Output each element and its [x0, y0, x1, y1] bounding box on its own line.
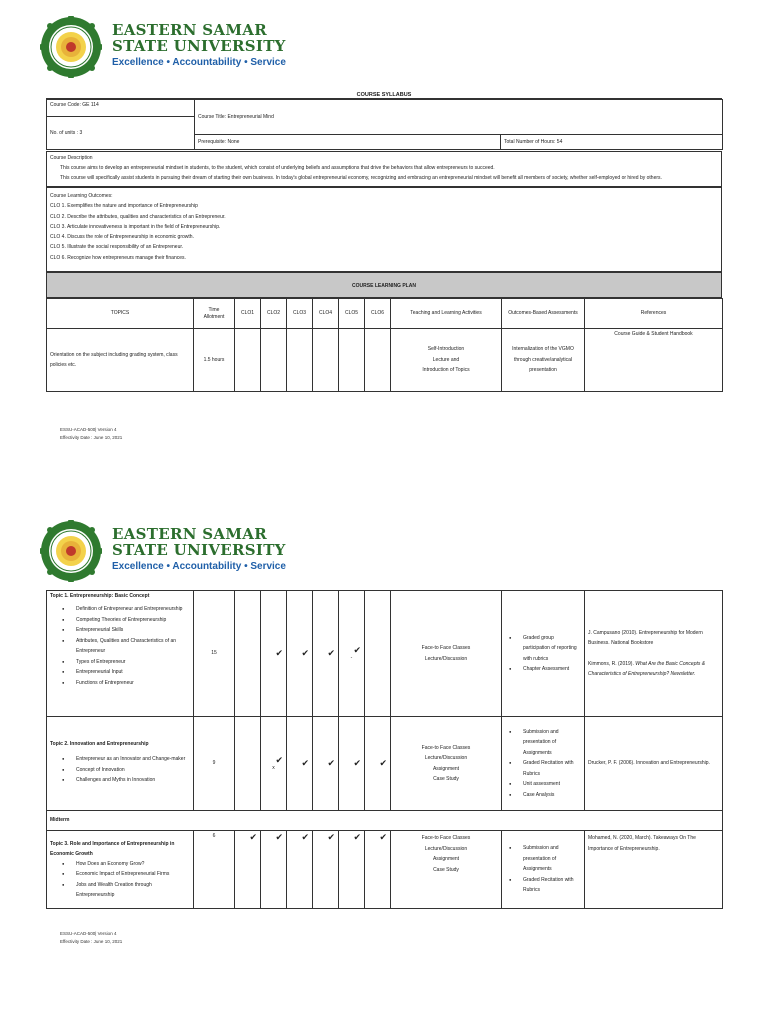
topic2-tla: [391, 717, 502, 811]
clo-label: Course Learning Outcomes:: [50, 193, 113, 199]
check-icon: ✔: [301, 832, 309, 842]
check-icon: ✔: [327, 648, 335, 658]
footer-effectivity: Effectivity Date : June 10, 2021: [60, 435, 123, 440]
course-info-table: [46, 99, 723, 150]
list-item: ● Entrepreneur as an Innovator and Change-maker: [76, 754, 190, 765]
col-clo4: CLO4: [313, 299, 339, 329]
topic2-time: 9: [194, 717, 235, 811]
midterm-row: Midterm: [47, 811, 723, 831]
col-tla: Teaching and Learning Activities: [391, 299, 502, 329]
list-item: ● Challenges and Myths in Innovation: [76, 775, 190, 786]
footer-effectivity: Effectivity Date : June 10, 2021: [60, 939, 123, 944]
clo-item: CLO 4. Discuss the role of Entrepreneurship in economic growth.: [50, 234, 194, 241]
list-item: ● Concept of Innovation: [76, 765, 190, 776]
topic1-title: Topic 1. Entrepreneurship: Basic Concept: [50, 593, 150, 599]
topic1-tla: [391, 591, 502, 717]
page1-footer: [60, 426, 122, 442]
col-topics: TOPICS: [47, 299, 194, 329]
list-item: ● Competing Theories of Entrepreneurship: [76, 615, 190, 626]
topic1-clo6: [365, 591, 391, 717]
check-icon: ✔: [327, 758, 335, 768]
list-item: ● Jobs and Wealth Creation through Entrepreneurship: [76, 880, 190, 901]
check-icon: ✔: [353, 644, 361, 655]
units: No. of units : 3: [47, 117, 195, 150]
check-icon: ✔: [301, 758, 309, 768]
clo-item: CLO 5. Illustrate the social responsibility of an Entrepreneur.: [50, 244, 184, 251]
topic2-clo6: [365, 717, 391, 811]
check-icon: ✔: [249, 832, 257, 842]
orientation-topic-line1: Orientation on the subject including grading system, class: [50, 352, 178, 358]
list-item: ● Functions of Entrepreneur: [76, 678, 190, 689]
topic2-tla-item: Case Study: [433, 776, 459, 782]
orientation-reference: Course Guide & Student Handbook: [585, 329, 723, 392]
topic2-title: Topic 2. Innovation and Entrepreneurship: [50, 741, 149, 748]
topic3-tla-item: Lecture/Discussion: [424, 845, 468, 852]
university-header: [40, 16, 286, 78]
topic3-clo3: [287, 831, 313, 909]
check-icon: ✔: [379, 832, 387, 842]
clo-item: CLO 2. Describe the attributes, qualities and characteristics of an Entrepreneur.: [50, 213, 226, 220]
col-time-line1: Time: [208, 306, 220, 313]
topic1-reference-1: J. Campusano (2010). Entrepreneurship for Modern Business. National Bookstore: [588, 629, 703, 646]
topic3-tla-item: Assignment: [432, 856, 460, 862]
course-description-box: [46, 151, 722, 187]
topic2-oba-list: [505, 727, 581, 801]
topic2-clo2-x: x: [272, 764, 275, 771]
list-item: ● Chapter Assessment: [523, 664, 581, 675]
orientation-clo5: [339, 329, 365, 392]
topic1-oba: [502, 591, 585, 717]
list-item: ● Graded Recitation with Rubrics: [523, 875, 581, 896]
university-name-line1: EASTERN SAMAR: [112, 21, 267, 39]
topic3-clo2: [261, 831, 287, 909]
topic2-clo1: [235, 717, 261, 811]
orientation-clo4: [313, 329, 339, 392]
check-icon: ✔: [327, 832, 335, 842]
list-item: ● Unit assessment: [523, 779, 581, 790]
list-item: ● Attributes, Qualities and Characteristics of an Entrepreneur: [76, 636, 190, 657]
topic1-clo2: [261, 591, 287, 717]
topic1-tla-item: Face-to Face Classes: [421, 645, 471, 651]
topic3-oba-list: [505, 843, 581, 896]
course-description-1: This course aims to develop an entrepreneurial mindset in students, to the student, which consist of underlying beliefs and assumptions that drive the behaviors that allow entrepreneurs to succeed.: [60, 165, 495, 171]
clo-item: CLO 1. Exemplifies the nature and importance of Entrepreneurship: [50, 203, 198, 210]
list-item: ● Definition of Entrepreneur and Entrepreneurship: [76, 604, 190, 615]
topic1-list: [50, 604, 190, 688]
university-name-line2: STATE UNIVERSITY: [112, 541, 286, 559]
list-item: ● Submission and presentation of Assignments: [523, 843, 581, 875]
topic2-list: [50, 754, 190, 786]
course-learning-plan-band: COURSE LEARNING PLAN: [46, 272, 722, 298]
topic2-oba: [502, 717, 585, 811]
course-learning-outcomes-box: [46, 187, 722, 272]
topic1-cell: [47, 591, 194, 717]
col-clo1: CLO1: [235, 299, 261, 329]
topic2-clo4: [313, 717, 339, 811]
list-item: ● Submission and presentation of Assignments: [523, 727, 581, 759]
university-seal-logo: [40, 520, 102, 582]
topic3-tla: [391, 831, 502, 909]
col-clo5: CLO5: [339, 299, 365, 329]
topic2-clo2: [261, 717, 287, 811]
learning-plan-table: [46, 298, 723, 392]
topic1-tla-item: Lecture/Discussion: [424, 655, 468, 662]
page2-footer: [60, 930, 122, 946]
topic2-reference: Drucker, P. F. (2006). Innovation and Entrepreneurship.: [585, 717, 723, 811]
topic3-list: [50, 859, 190, 901]
orientation-oba-item: Internalization of the VGMO: [512, 346, 574, 353]
orientation-tla-item: Introduction of Topics: [422, 367, 470, 374]
orientation-tla-item: Self-Introduction: [427, 346, 465, 353]
list-item: ● Entrepreneurial Skills: [76, 625, 190, 636]
topic1-reference-2-author: Kimmons, R. (2019).: [588, 660, 636, 667]
check-icon: ✔: [353, 758, 361, 768]
check-icon: ✔: [275, 648, 283, 658]
topic1-oba-list: [505, 633, 581, 675]
topic3-clo1: [235, 831, 261, 909]
check-icon: ✔: [353, 832, 361, 842]
university-header: [40, 520, 286, 582]
topic3-title: Topic 3. Role and Importance of Entrepreneurship in Economic Growth: [50, 840, 175, 857]
topic1-reference-2: [588, 659, 719, 680]
topic3-oba: [502, 831, 585, 909]
total-hours: Total Number of Hours: 54: [501, 135, 723, 150]
orientation-oba-item: through creative/analytical: [513, 356, 573, 363]
topic1-clo1: [235, 591, 261, 717]
university-name-line1: EASTERN SAMAR: [112, 525, 267, 543]
check-icon: ✔: [275, 832, 283, 842]
list-item: ● Economic Impact of Entrepreneurial Firms: [76, 869, 190, 880]
list-item: ● Case Analysis: [523, 790, 581, 801]
topic2-tla-item: Face-to Face Classes: [421, 744, 471, 751]
prerequisite: Prerequisite: None: [195, 135, 501, 150]
orientation-time: 1.5 hours: [194, 329, 235, 392]
course-description-label: Course Description: [50, 155, 93, 161]
check-icon: ✔: [301, 648, 309, 658]
footer-doc-code: ESSU-ACAD-500| Version 4: [60, 427, 117, 432]
col-references: References: [585, 299, 723, 329]
topic3-reference: Mohamed, N. (2020, March). Takeaways On The Importance of Entrepreneurship.: [585, 831, 723, 909]
topic3-clo5: [339, 831, 365, 909]
topic2-clo5: [339, 717, 365, 811]
syllabus-page-2: [0, 512, 768, 1024]
col-oba: Outcomes-Based Assessments: [502, 299, 585, 329]
clo-item: CLO 3. Articulate innovativeness is important in the field of Entrepreneurship.: [50, 223, 221, 230]
col-time-line2: Allotment: [203, 313, 225, 320]
orientation-clo3: [287, 329, 313, 392]
topic2-clo3: [287, 717, 313, 811]
topic1-clo5: [339, 591, 365, 717]
orientation-topic: [47, 329, 194, 392]
col-time: [194, 299, 235, 329]
orientation-clo1: [235, 329, 261, 392]
list-item: ● Entrepreneurial Input: [76, 667, 190, 678]
topic3-tla-item: Case Study: [433, 866, 459, 873]
topic3-clo6: [365, 831, 391, 909]
list-item: ● Types of Entrepreneur: [76, 657, 190, 668]
course-description-2: This course will specifically assist students in pursuing their dream of starting their own business. In today's global entrepreneurial economy, recognizing and embracing an entrepreneurial mindset will benefit all members of society, whether self-employed or hired by others.: [60, 175, 662, 181]
orientation-clo2: [261, 329, 287, 392]
university-seal-logo: [40, 16, 102, 78]
orientation-oba-item: presentation: [529, 367, 557, 374]
topic3-clo4: [313, 831, 339, 909]
topic2-tla-item: Lecture/Discussion: [424, 755, 468, 761]
footer-doc-code: ESSU-ACAD-500| Version 4: [60, 931, 117, 936]
orientation-tla: [391, 329, 502, 392]
list-item: ● How Does an Economy Grow?: [76, 859, 190, 870]
university-tagline: Excellence • Accountability • Service: [112, 561, 286, 572]
check-icon: ✔: [379, 758, 387, 768]
topic1-clo5-dash: -: [350, 654, 353, 661]
col-clo3: CLO3: [287, 299, 313, 329]
col-clo2: CLO2: [261, 299, 287, 329]
clo-item: CLO 6. Recognize how entrepreneurs manage their finances.: [50, 254, 186, 261]
topic2-tla-item: Assignment: [432, 765, 460, 772]
topic3-cell: [47, 831, 194, 909]
document-title: COURSE SYLLABUS: [356, 92, 412, 98]
course-code: Course Code: GE 114: [47, 100, 195, 117]
university-name-line2: STATE UNIVERSITY: [112, 37, 286, 55]
topic3-tla-item: Face-to Face Classes: [421, 835, 471, 841]
topic1-clo3: [287, 591, 313, 717]
topic1-time: 15: [194, 591, 235, 717]
course-title: Course Title: Entrepreneurial Mind: [195, 100, 723, 135]
topic2-cell: [47, 717, 194, 811]
topic1-clo4: [313, 591, 339, 717]
orientation-oba: [502, 329, 585, 392]
learning-plan-table-continued: [46, 590, 723, 909]
topic1-references: [585, 591, 723, 717]
orientation-topic-line2: policies etc.: [50, 362, 77, 368]
orientation-clo6: [365, 329, 391, 392]
list-item: ● Graded group participation of reporting with rubrics: [523, 633, 581, 665]
topic3-time: 6: [194, 831, 235, 909]
check-icon: ✔: [275, 754, 283, 765]
col-clo6: CLO6: [365, 299, 391, 329]
university-tagline: Excellence • Accountability • Service: [112, 57, 286, 68]
list-item: ● Graded Recitation with Rubrics: [523, 758, 581, 779]
orientation-tla-item: Lecture and: [432, 356, 460, 363]
topic1-reference-2-title: What Are the Basic Concepts & Characteristics of Entrepreneurship? Newsletter.: [588, 660, 706, 677]
